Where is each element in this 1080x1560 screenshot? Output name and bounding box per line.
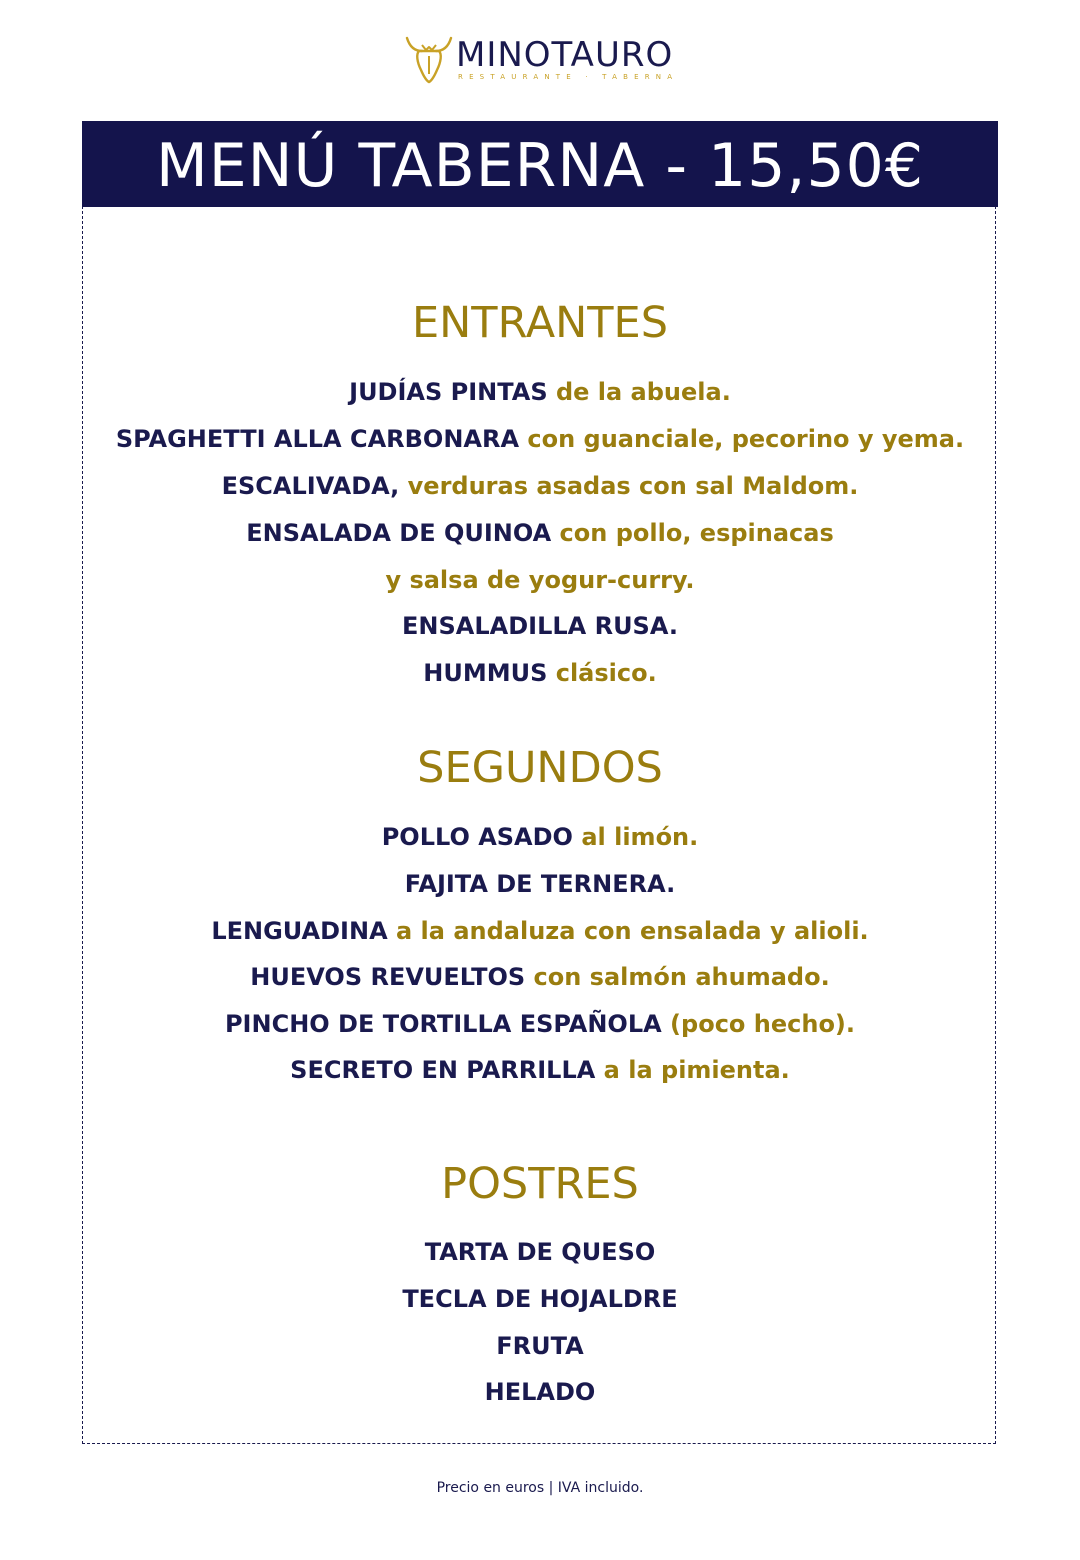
dish-description: al limón.: [572, 823, 699, 851]
menu-item: [0, 658, 1080, 688]
dish-name: TECLA DE HOJALDRE: [402, 1285, 678, 1313]
dish-name: ENSALADILLA RUSA.: [402, 612, 678, 640]
menu-title: MENÚ TABERNA - 15,50€: [155, 131, 924, 201]
menu-item: [0, 611, 1080, 641]
dish-name: HUEVOS REVUELTOS: [250, 963, 526, 991]
menu-item: [0, 822, 1080, 852]
dish-name: SPAGHETTI ALLA CARBONARA: [115, 425, 520, 453]
dish-description: de la abuela.: [547, 378, 731, 406]
menu-item: [0, 518, 1080, 548]
dish-description: a la andaluza con ensalada y alioli.: [387, 917, 869, 945]
menu-item: [0, 471, 1080, 501]
dish-name: PINCHO DE TORTILLA ESPAÑOLA: [224, 1010, 662, 1038]
menu-item: [0, 1009, 1080, 1039]
bull-head-icon: [404, 32, 454, 84]
dish-description: a la pimienta.: [595, 1056, 790, 1084]
menu-item: [0, 565, 1080, 595]
dish-name: FRUTA: [496, 1332, 584, 1360]
menu-item: [0, 916, 1080, 946]
dish-description: con guanciale, pecorino y yema.: [519, 425, 965, 453]
dish-name: HELADO: [484, 1378, 596, 1406]
menu-item: [0, 1237, 1080, 1267]
dish-description: con salmón ahumado.: [525, 963, 830, 991]
menu-item: [0, 1284, 1080, 1314]
dish-description: verduras asadas con sal Maldom.: [399, 472, 859, 500]
dish-description: con pollo, espinacas: [551, 519, 834, 547]
section-title-entrantes: ENTRANTES: [411, 298, 669, 348]
logo-name: MINOTAURO: [456, 35, 674, 75]
menu-item: [0, 1377, 1080, 1407]
dish-name: ENSALADA DE QUINOA: [246, 519, 552, 547]
menu-item: [0, 962, 1080, 992]
dish-name: ESCALIVADA,: [221, 472, 400, 500]
menu-item: [0, 1055, 1080, 1085]
menu-item: [0, 377, 1080, 407]
section-title-postres: POSTRES: [441, 1159, 639, 1209]
logo-tagline: RESTAURANTE · TABERNA: [458, 73, 679, 81]
logo: [0, 32, 1080, 88]
dish-name: TARTA DE QUESO: [424, 1238, 656, 1266]
menu-item: [0, 869, 1080, 899]
dish-description: (poco hecho).: [661, 1010, 856, 1038]
dish-name: HUMMUS: [423, 659, 548, 687]
dish-name: SECRETO EN PARRILLA: [290, 1056, 596, 1084]
menu-item: [0, 1331, 1080, 1361]
dish-name: FAJITA DE TERNERA.: [404, 870, 676, 898]
section-title-segundos: SEGUNDOS: [417, 743, 663, 793]
menu-item: [0, 424, 1080, 454]
dish-name: JUDÍAS PINTAS: [349, 378, 548, 406]
dish-description: y salsa de yogur-curry.: [385, 566, 695, 594]
dish-name: POLLO ASADO: [381, 823, 573, 851]
title-banner: [82, 121, 998, 207]
dish-description: clásico.: [547, 659, 657, 687]
dish-name: LENGUADINA: [211, 917, 388, 945]
price-note: Precio en euros | IVA incluido.: [436, 1480, 644, 1496]
